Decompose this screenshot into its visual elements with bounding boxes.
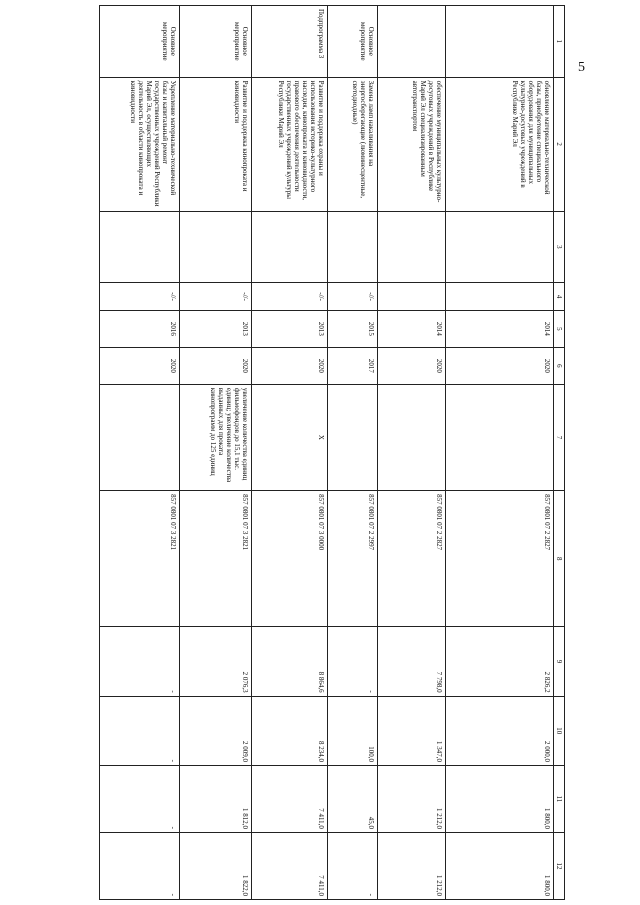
column-header: 11 — [553, 765, 564, 832]
start-year-cell: 2014 — [377, 310, 445, 347]
start-year-cell: 2014 — [445, 310, 553, 347]
column-header: 9 — [553, 627, 564, 696]
table-cell — [99, 211, 179, 283]
result-cell — [327, 384, 377, 490]
table-row — [251, 6, 327, 900]
activity-name-cell: Замена ламп накаливания на энергосберегающие (люминесцентные, светодиодные) — [327, 77, 377, 211]
start-year-cell: 2013 — [251, 310, 327, 347]
column-header: 8 — [553, 491, 564, 627]
program-table-page — [95, 5, 565, 900]
table-row — [179, 6, 251, 900]
amount-cell: 7 411,0 — [251, 765, 327, 832]
amount-cell: 2 000,0 — [445, 696, 553, 765]
row-type-cell: Основное мероприятие — [99, 6, 179, 78]
column-header: 12 — [553, 832, 564, 899]
row-type-cell: Основное мероприятие — [327, 6, 377, 78]
activity-name-cell: Развитие и поддержка охраны и использования историко-культурного наследия, кинопроката и киновидности, правового обеспечения деятельности государственных учреждений культуры Республики Марий Эл — [251, 77, 327, 211]
activity-name-cell: обеспечение муниципальных культурно-досуговых учреждений в Республике Марий Эл специализированным автотранспортом — [377, 77, 445, 211]
amount-cell: 2 009,0 — [179, 696, 251, 765]
column-header: 6 — [553, 347, 564, 384]
column-header: 10 — [553, 696, 564, 765]
amount-cell: 2 076,3 — [179, 627, 251, 696]
amount-cell: 1 212,0 — [377, 765, 445, 832]
amount-cell: - — [99, 627, 179, 696]
page-number: 5 — [578, 60, 585, 75]
result-cell: X — [251, 384, 327, 490]
amount-cell: 1 212,0 — [377, 832, 445, 899]
result-cell — [445, 384, 553, 490]
header-row — [553, 6, 564, 900]
amount-cell: - — [99, 832, 179, 899]
table-cell — [327, 211, 377, 283]
amount-cell: - — [99, 765, 179, 832]
amount-cell: 1 347,0 — [377, 696, 445, 765]
table-cell — [251, 211, 327, 283]
end-year-cell: 2020 — [251, 347, 327, 384]
end-year-cell: 2020 — [445, 347, 553, 384]
budget-code-cell: 857 0801 07 2 2827 — [377, 491, 445, 627]
amount-cell: 7 798,0 — [377, 627, 445, 696]
row-type-cell: Подпрограмма 3 — [251, 6, 327, 78]
amount-cell: 45,0 — [327, 765, 377, 832]
column-header: 4 — [553, 283, 564, 311]
table-row — [99, 6, 179, 900]
end-year-cell: 2020 — [99, 347, 179, 384]
table-cell — [179, 211, 251, 283]
amount-cell: 100,0 — [327, 696, 377, 765]
responsible-cell: -//- — [251, 283, 327, 311]
budget-code-cell: 857 0801 07 3 2821 — [99, 491, 179, 627]
table-row — [445, 6, 553, 900]
table-cell — [445, 283, 553, 311]
column-header: 5 — [553, 310, 564, 347]
column-header: 2 — [553, 77, 564, 211]
column-header: 7 — [553, 384, 564, 490]
end-year-cell: 2020 — [377, 347, 445, 384]
amount-cell: 1 812,0 — [179, 765, 251, 832]
program-table — [99, 5, 565, 900]
start-year-cell: 2013 — [179, 310, 251, 347]
activity-name-cell: обновление материально-технической базы, приобретение специального оборудования для муниципальных культурно-досуговых учреждений в Республике Марий Эл — [445, 77, 553, 211]
amount-cell: 7 411,0 — [251, 832, 327, 899]
start-year-cell: 2016 — [99, 310, 179, 347]
amount-cell: 2 826,2 — [445, 627, 553, 696]
row-type-cell — [445, 6, 553, 78]
row-type-cell — [377, 6, 445, 78]
result-cell: увеличение количества единиц фильмофондов до 15,1 тыс. единиц; увеличение количества выданных для проката кинопрограмм до 125 единиц — [179, 384, 251, 490]
budget-code-cell: 857 0801 07 2 2827 — [445, 491, 553, 627]
budget-code-cell: 857 0801 07 3 0000 — [251, 491, 327, 627]
table-cell — [377, 283, 445, 311]
amount-cell: - — [99, 696, 179, 765]
column-header: 1 — [553, 6, 564, 78]
end-year-cell: 2017 — [327, 347, 377, 384]
amount-cell: 8 864,6 — [251, 627, 327, 696]
activity-name-cell: Развитие и поддержка кинопроката и киновидности — [179, 77, 251, 211]
result-cell — [377, 384, 445, 490]
table-cell — [445, 211, 553, 283]
end-year-cell: 2020 — [179, 347, 251, 384]
budget-code-cell: 857 0801 07 2 2997 — [327, 491, 377, 627]
table-row — [377, 6, 445, 900]
responsible-cell: -//- — [327, 283, 377, 311]
amount-cell: 1 800,0 — [445, 765, 553, 832]
amount-cell: 8 234,0 — [251, 696, 327, 765]
amount-cell: 1 822,0 — [179, 832, 251, 899]
result-cell — [99, 384, 179, 490]
activity-name-cell: Укрепление материально-технической базы и капитальный ремонт государственных учреждений Республики Марий Эл, осуществляющих деятельность в области кинопроката и киновидности — [99, 77, 179, 211]
responsible-cell: -//- — [99, 283, 179, 311]
column-header: 3 — [553, 211, 564, 283]
responsible-cell: -//- — [179, 283, 251, 311]
table-cell — [377, 211, 445, 283]
table-row — [327, 6, 377, 900]
start-year-cell: 2015 — [327, 310, 377, 347]
amount-cell: - — [327, 627, 377, 696]
row-type-cell: Основное мероприятие — [179, 6, 251, 78]
budget-code-cell: 857 0801 07 3 2821 — [179, 491, 251, 627]
amount-cell: - — [327, 832, 377, 899]
amount-cell: 1 800,0 — [445, 832, 553, 899]
